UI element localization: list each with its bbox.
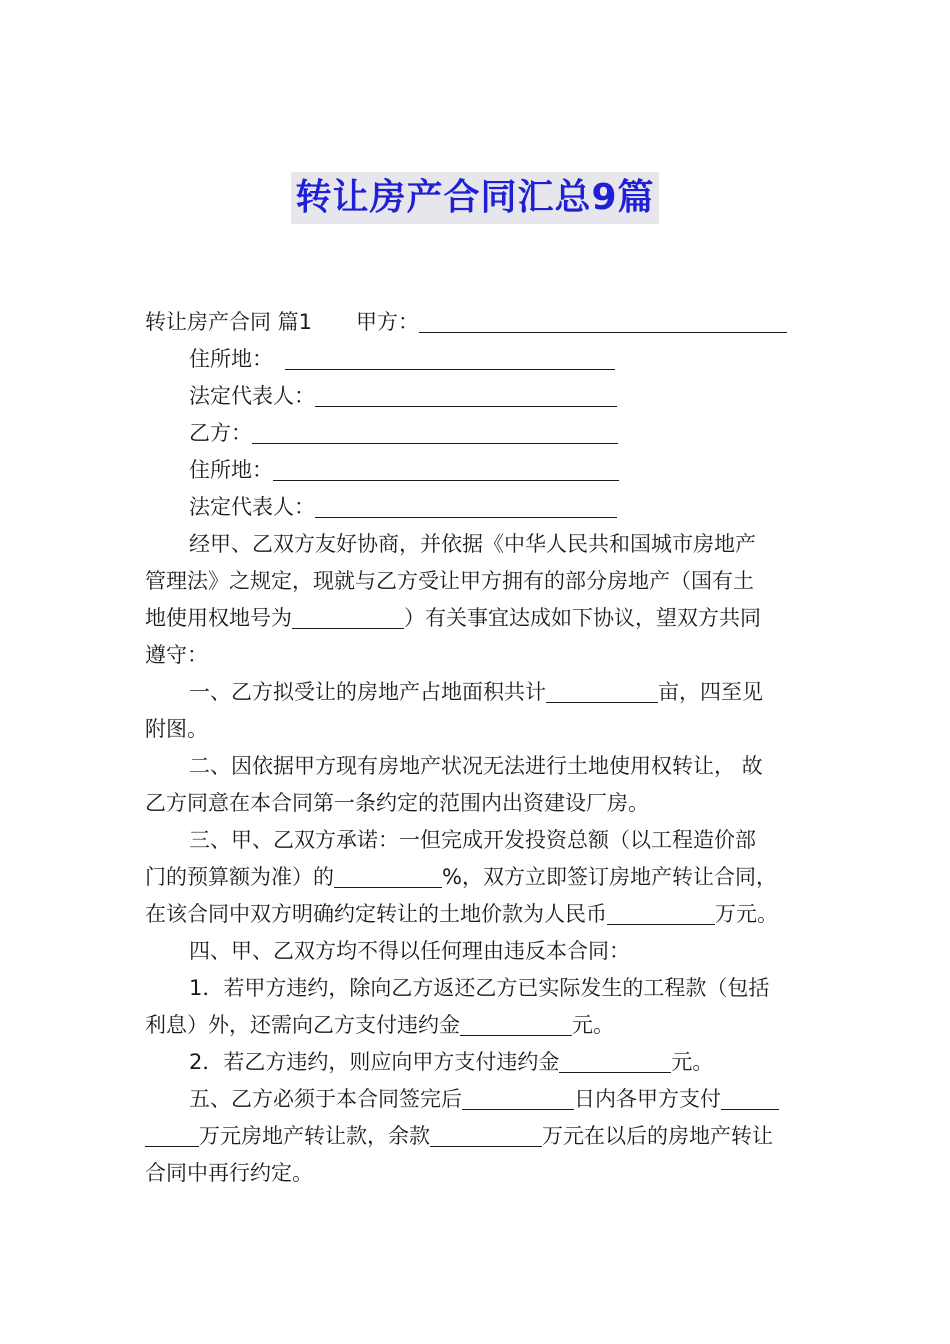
clause-1-line-2 <box>145 711 809 748</box>
paragraph-text: 乙方同意在本合同第一条约定的范围内出资建设厂房。 <box>145 791 649 815</box>
document-title <box>0 172 950 224</box>
field-legal-rep-2 <box>145 489 809 526</box>
intro-line-3 <box>145 600 809 637</box>
clause-3-line-1 <box>145 822 809 859</box>
land-number-blank <box>292 602 404 629</box>
party-a-label: 甲方： <box>356 310 420 334</box>
party-a-blank <box>419 306 787 333</box>
clause-5-line-3 <box>145 1155 809 1192</box>
paragraph-text: 万元。 <box>715 902 778 926</box>
paragraph-text: 二、因依据甲方现有房地产状况无法进行土地使用权转让， 故 <box>189 754 763 778</box>
clause-3-line-3 <box>145 896 809 933</box>
clause-4-sub-1-line-2 <box>145 1007 809 1044</box>
clause-4-sub-1-line-1 <box>145 970 809 1007</box>
field-address-1 <box>145 341 809 378</box>
party-b-blank <box>252 417 618 444</box>
paragraph-text: ）有关事宜达成如下协议，望双方共同 <box>404 606 761 630</box>
penalty-b-blank <box>559 1046 671 1073</box>
field-label: 乙方： <box>189 421 252 445</box>
paragraph-text: 1．若甲方违约，除向乙方返还乙方已实际发生的工程款（包括 <box>189 976 770 1000</box>
field-address-2 <box>145 452 809 489</box>
price-blank <box>607 898 715 925</box>
paragraph-text: 经甲、乙双方友好协商，并依据《中华人民共和国城市房地产 <box>189 532 756 556</box>
paragraph-text: 四、甲、乙双方均不得以任何理由违反本合同： <box>189 939 630 963</box>
area-blank <box>546 676 658 703</box>
clause-5-line-1 <box>145 1081 809 1118</box>
paragraph-text: 一、乙方拟受让的房地产占地面积共计 <box>189 680 546 704</box>
intro-line-2 <box>145 563 809 600</box>
paragraph-text: 日内各甲方支付 <box>574 1087 721 1111</box>
field-label: 住所地： <box>189 347 273 371</box>
payment-blank-part-2 <box>145 1120 199 1147</box>
field-legal-rep-1 <box>145 378 809 415</box>
paragraph-text: 遵守： <box>145 643 208 667</box>
clause-5-line-2 <box>145 1118 809 1155</box>
field-label: 法定代表人： <box>189 495 315 519</box>
field-party-b <box>145 415 809 452</box>
address-1-blank <box>285 343 615 370</box>
clause-3-line-2 <box>145 859 809 896</box>
paragraph-text: 元。 <box>572 1013 614 1037</box>
paragraph-text: 元。 <box>671 1050 714 1074</box>
field-label: 法定代表人： <box>189 384 315 408</box>
contract-body <box>145 304 809 1192</box>
field-label: 住所地： <box>189 458 273 482</box>
intro-line-4 <box>145 637 809 674</box>
paragraph-text: 三、甲、乙双方承诺：一但完成开发投资总额（以工程造价部 <box>189 828 756 852</box>
paragraph-text: 管理法》之规定，现就与乙方受让甲方拥有的部分房地产（国有土 <box>145 569 754 593</box>
title-text: 转让房产合同汇总9篇 <box>291 172 658 224</box>
header-line <box>145 304 809 341</box>
clause-4-line-1 <box>145 933 809 970</box>
balance-blank <box>430 1120 542 1147</box>
intro-line-1 <box>145 526 809 563</box>
paragraph-text: 2．若乙方违约，则应向甲方支付违约金 <box>189 1050 560 1074</box>
legal-rep-2-blank <box>315 491 617 518</box>
days-blank <box>462 1083 574 1110</box>
paragraph-text: 地使用权地号为 <box>145 606 292 630</box>
paragraph-text: 附图。 <box>145 717 208 741</box>
paragraph-text: %，双方立即签订房地产转让合同， <box>442 865 777 889</box>
address-2-blank <box>273 454 619 481</box>
clause-2-line-2 <box>145 785 809 822</box>
legal-rep-1-blank <box>315 380 617 407</box>
payment-blank-part-1 <box>721 1083 779 1110</box>
paragraph-text: 万元房地产转让款，余款 <box>199 1124 430 1148</box>
clause-1-line-1 <box>145 674 809 711</box>
paragraph-text: 亩，四至见 <box>658 680 763 704</box>
penalty-a-blank <box>460 1009 572 1036</box>
paragraph-text: 门的预算额为准）的 <box>145 865 334 889</box>
section-label: 转让房产合同 篇1 <box>145 310 313 334</box>
paragraph-text: 利息）外，还需向乙方支付违约金 <box>145 1013 460 1037</box>
clause-2-line-1 <box>145 748 809 785</box>
paragraph-text: 合同中再行约定。 <box>145 1161 313 1185</box>
paragraph-text: 万元在以后的房地产转让 <box>542 1124 773 1148</box>
clause-4-sub-2 <box>145 1044 809 1081</box>
paragraph-text: 五、乙方必须于本合同签完后 <box>189 1087 462 1111</box>
percent-blank <box>334 861 442 888</box>
paragraph-text: 在该合同中双方明确约定转让的土地价款为人民币 <box>145 902 607 926</box>
